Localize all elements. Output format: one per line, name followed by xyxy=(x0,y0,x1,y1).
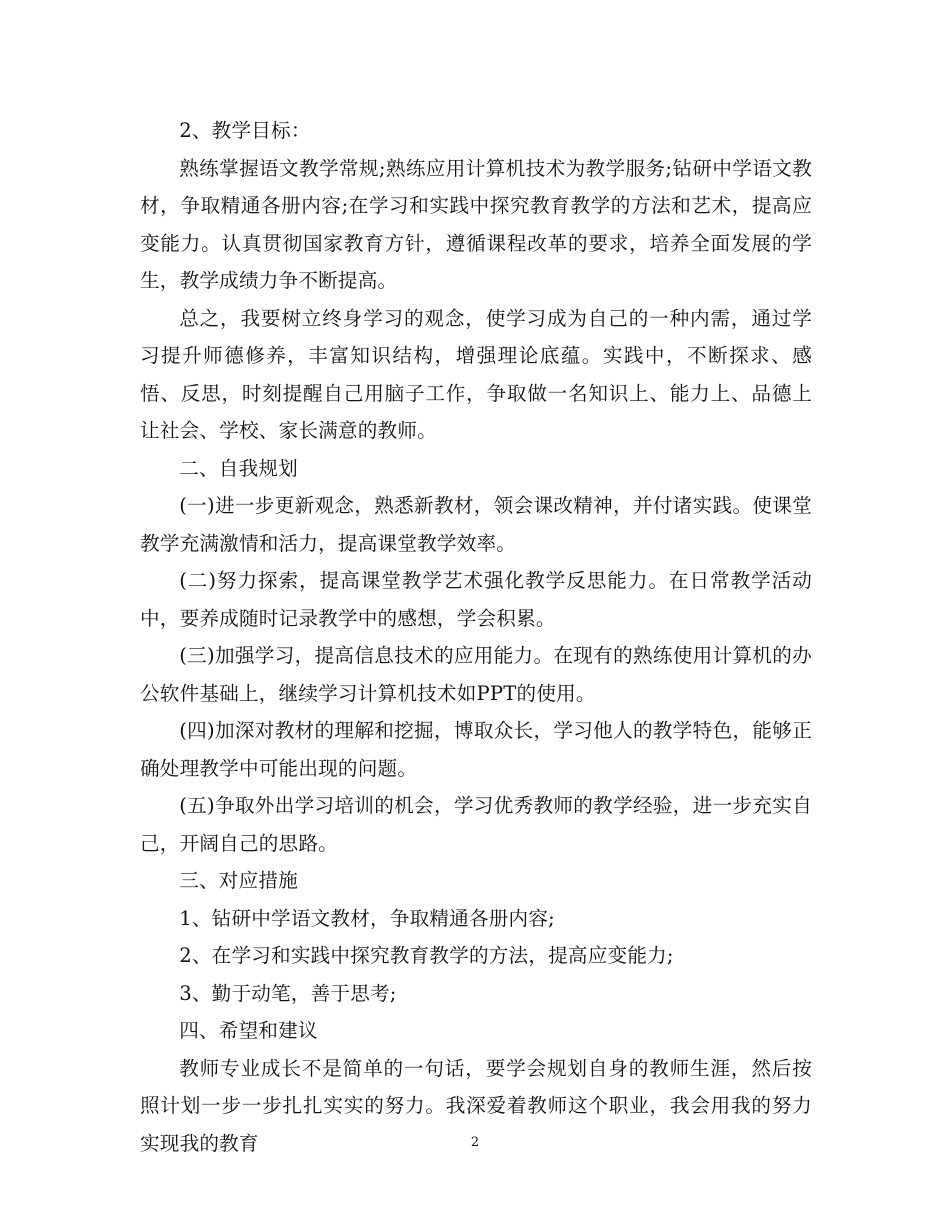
self-plan-heading: 二、自我规划 xyxy=(179,456,298,480)
measure-item-3: 3、勤于动笔，善于思考; xyxy=(179,981,397,1005)
plan-item-1: (一)进一步更新观念，熟悉新教材，领会课改精神，并付诸实践。使课堂教学充满激情和活力，提高课堂教学效率。 xyxy=(140,494,812,555)
measure-item-2: 2、在学习和实践中探究教育教学的方法，提高应变能力; xyxy=(179,944,674,967)
document-body xyxy=(140,112,812,1162)
suggestions-heading: 四、希望和建议 xyxy=(179,1019,318,1042)
plan-item-3: (三)加强学习，提高信息技术的应用能力。在现有的熟练使用计算机的办公软件基础上，继续学习计算机技术如PPT的使用。 xyxy=(140,644,812,705)
plan-item-4: (四)加深对教材的理解和挖掘，博取众长，学习他人的教学特色，能够正确处理教学中可能出现的问题。 xyxy=(140,719,812,780)
teaching-goal-heading: 2、教学目标： xyxy=(179,119,311,142)
plan-item-2: (二)努力探索，提高课堂教学艺术强化教学反思能力。在日常教学活动中，要养成随时记录教学中的感想，学会积累。 xyxy=(140,569,812,630)
plan-item-5: (五)争取外出学习培训的机会，学习优秀教师的教学经验，进一步充实自己，开阔自己的思路。 xyxy=(140,794,812,855)
teaching-goal-paragraph: 熟练掌握语文教学常规;熟练应用计算机技术为教学服务;钻研中学语文教材，争取精通各册内容;在学习和实践中探究教育教学的方法和艺术，提高应变能力。认真贯彻国家教育方针，遵循课程改革的要求，培养全面发展的学生，教学成绩力争不断提高。 xyxy=(140,156,812,292)
measures-heading: 三、对应措施 xyxy=(179,869,298,892)
measure-item-1: 1、钻研中学语文教材，争取精通各册内容; xyxy=(179,906,555,930)
summary-paragraph: 总之，我要树立终身学习的观念，使学习成为自己的一种内需，通过学习提升师德修养，丰富知识结构，增强理论底蕴。实践中，不断探求、感悟、反思，时刻提醒自己用脑子工作，争取做一名知识上、能力上、品德上让社会、学校、家长满意的教师。 xyxy=(140,306,812,442)
page-number: 2 xyxy=(470,1135,480,1150)
closing-paragraph: 教师专业成长不是简单的一句话，要学会规划自身的教师生涯，然后按照计划一步一步扎扎实实的努力。我深爱着教师这个职业，我会用我的努力实现我的教育 xyxy=(140,1056,812,1155)
